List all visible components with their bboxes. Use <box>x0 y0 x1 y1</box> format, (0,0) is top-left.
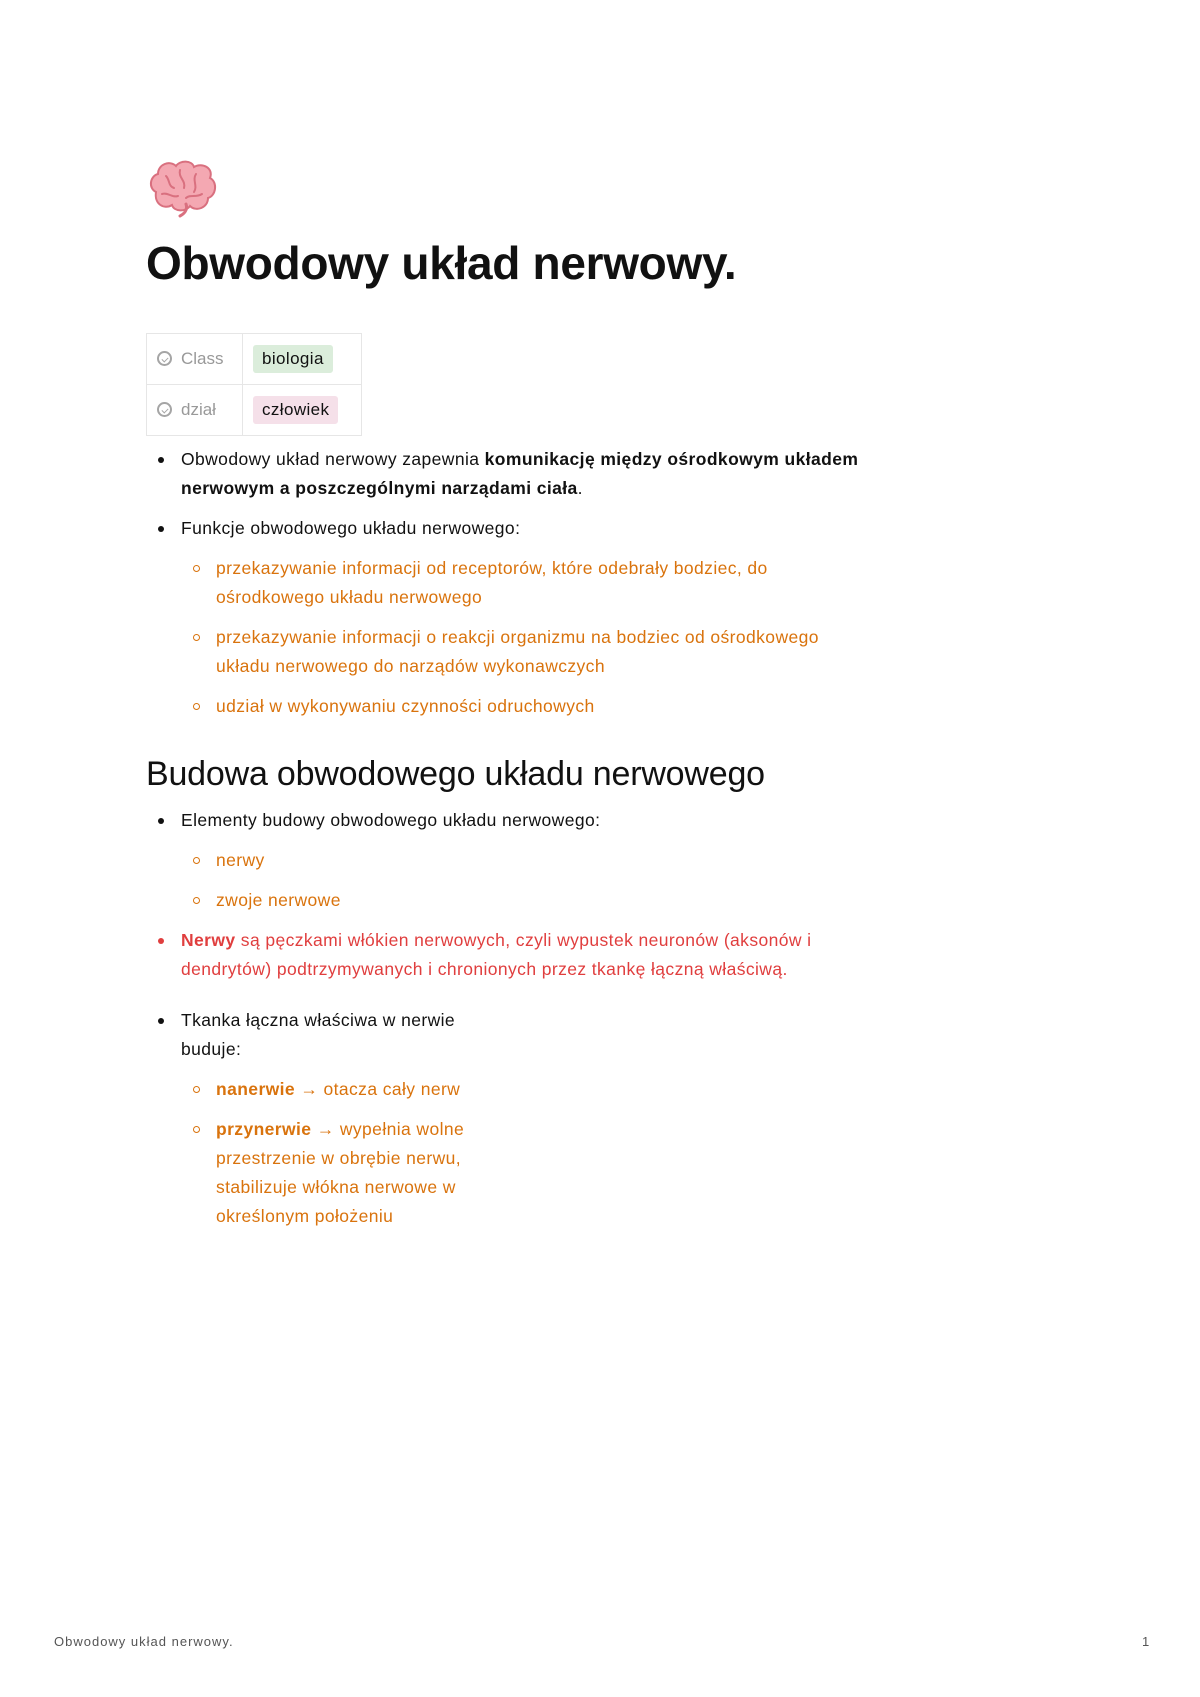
bold-text: komunikację między ośrodkowym układem nerwowym a poszczególnymi narządami ciała <box>181 449 859 498</box>
list-item <box>146 926 866 984</box>
list-item <box>146 445 866 503</box>
select-property-icon <box>157 402 172 417</box>
functions-label: Funkcje obwodowego układu nerwowego: <box>181 518 521 538</box>
list-item <box>146 1006 866 1231</box>
select-property-icon <box>157 351 172 366</box>
bold-text: nanerwie <box>216 1079 296 1099</box>
tag-biologia[interactable]: biologia <box>253 345 333 373</box>
text: . <box>577 478 583 498</box>
list-item <box>146 514 866 721</box>
intro-list <box>146 445 866 721</box>
tissue-label: Tkanka łączna właściwa w nerwie buduje: <box>181 1010 456 1059</box>
text: → otacza cały nerw <box>295 1079 461 1099</box>
page-content <box>146 445 866 1242</box>
list-item: nerwy <box>181 846 866 875</box>
list-item <box>146 806 866 915</box>
tag-czlowiek[interactable]: człowiek <box>253 396 338 424</box>
properties-table <box>146 333 362 436</box>
tissue-list <box>181 1075 866 1231</box>
brain-icon <box>146 158 218 218</box>
footer-page-number: 1 <box>1142 1634 1150 1649</box>
property-value-class[interactable] <box>243 334 362 385</box>
functions-list <box>181 554 866 721</box>
structure-list <box>146 806 866 1231</box>
text: Obwodowy układ nerwowy zapewnia <box>181 449 485 469</box>
section-heading: Budowa obwodowego układu nerwowego <box>146 755 765 793</box>
text: → wypełnia wolne przestrzenie w obrębie nerwu, stabilizuje włókna nerwowe w określonym położeniu <box>216 1119 465 1226</box>
property-value-dzial[interactable] <box>243 385 362 436</box>
page-title: Obwodowy układ nerwowy. <box>146 237 737 289</box>
text: są pęczkami włókien nerwowych, czyli wypustek neuronów (aksonów i dendrytów) podtrzymywanych i chronionych przez tkankę łączną właściwą. <box>181 930 812 979</box>
footer-doc-title: Obwodowy układ nerwowy. <box>54 1634 234 1649</box>
property-key-class <box>147 334 243 385</box>
property-label: dział <box>181 400 216 419</box>
bold-text: przynerwie <box>216 1119 312 1139</box>
list-item: przekazywanie informacji od receptorów, które odebrały bodziec, do ośrodkowego układu nerwowego <box>181 554 866 612</box>
property-row-class <box>147 334 362 385</box>
list-item: przekazywanie informacji o reakcji organizmu na bodziec od ośrodkowego układu nerwowego do narządów wykonawczych <box>181 623 866 681</box>
list-item: udział w wykonywaniu czynności odruchowych <box>181 692 866 721</box>
property-label: Class <box>181 349 224 368</box>
list-item: zwoje nerwowe <box>181 886 866 915</box>
property-key-dzial <box>147 385 243 436</box>
elements-list <box>181 846 866 915</box>
property-row-dzial <box>147 385 362 436</box>
bold-text: Nerwy <box>181 930 236 950</box>
elements-label: Elementy budowy obwodowego układu nerwowego: <box>181 810 601 830</box>
list-item <box>181 1115 866 1231</box>
list-item <box>181 1075 866 1104</box>
